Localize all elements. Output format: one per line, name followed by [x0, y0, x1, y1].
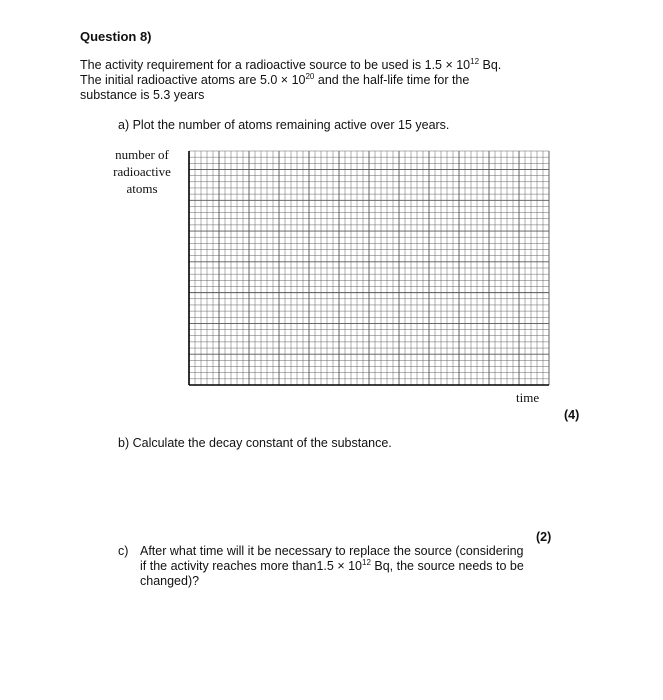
graph-grid: [188, 150, 550, 386]
exponent: 20: [305, 72, 315, 81]
exponent: 12: [470, 57, 480, 66]
exponent: 12: [362, 558, 371, 567]
part-c-line-3: changed)?: [140, 574, 200, 588]
question-title: Question 8): [80, 29, 152, 44]
question-intro: [80, 58, 560, 103]
part-a-prompt: a) Plot the number of atoms remaining active over 15 years.: [118, 118, 450, 132]
part-c-line-2: if the activity reaches more than1.5 × $10^{12}$ Bq, the source needs to be: [140, 558, 524, 573]
part-c-letter: c): [118, 544, 129, 558]
part-c-prompt: [118, 544, 558, 589]
graph-y-axis-label: number of radioactive atoms: [113, 147, 171, 196]
intro-line-3: substance is 5.3 years: [80, 88, 205, 102]
part-b-marks: (2): [536, 530, 552, 544]
part-a-marks: (4): [564, 408, 580, 422]
part-b-prompt: b) Calculate the decay constant of the substance.: [118, 436, 392, 450]
part-c-line-1: After what time will it be necessary to replace the source (considering: [140, 544, 524, 558]
intro-line-2: The initial radioactive atoms are $5.0 \times 10^{20}$ and the half-life time for the: [80, 72, 470, 87]
intro-line-1: The activity requirement for a radioactive source to be used is $1.5 \times 10^{12}$ Bq.: [80, 57, 502, 72]
graph-x-axis-label: time: [516, 390, 540, 405]
